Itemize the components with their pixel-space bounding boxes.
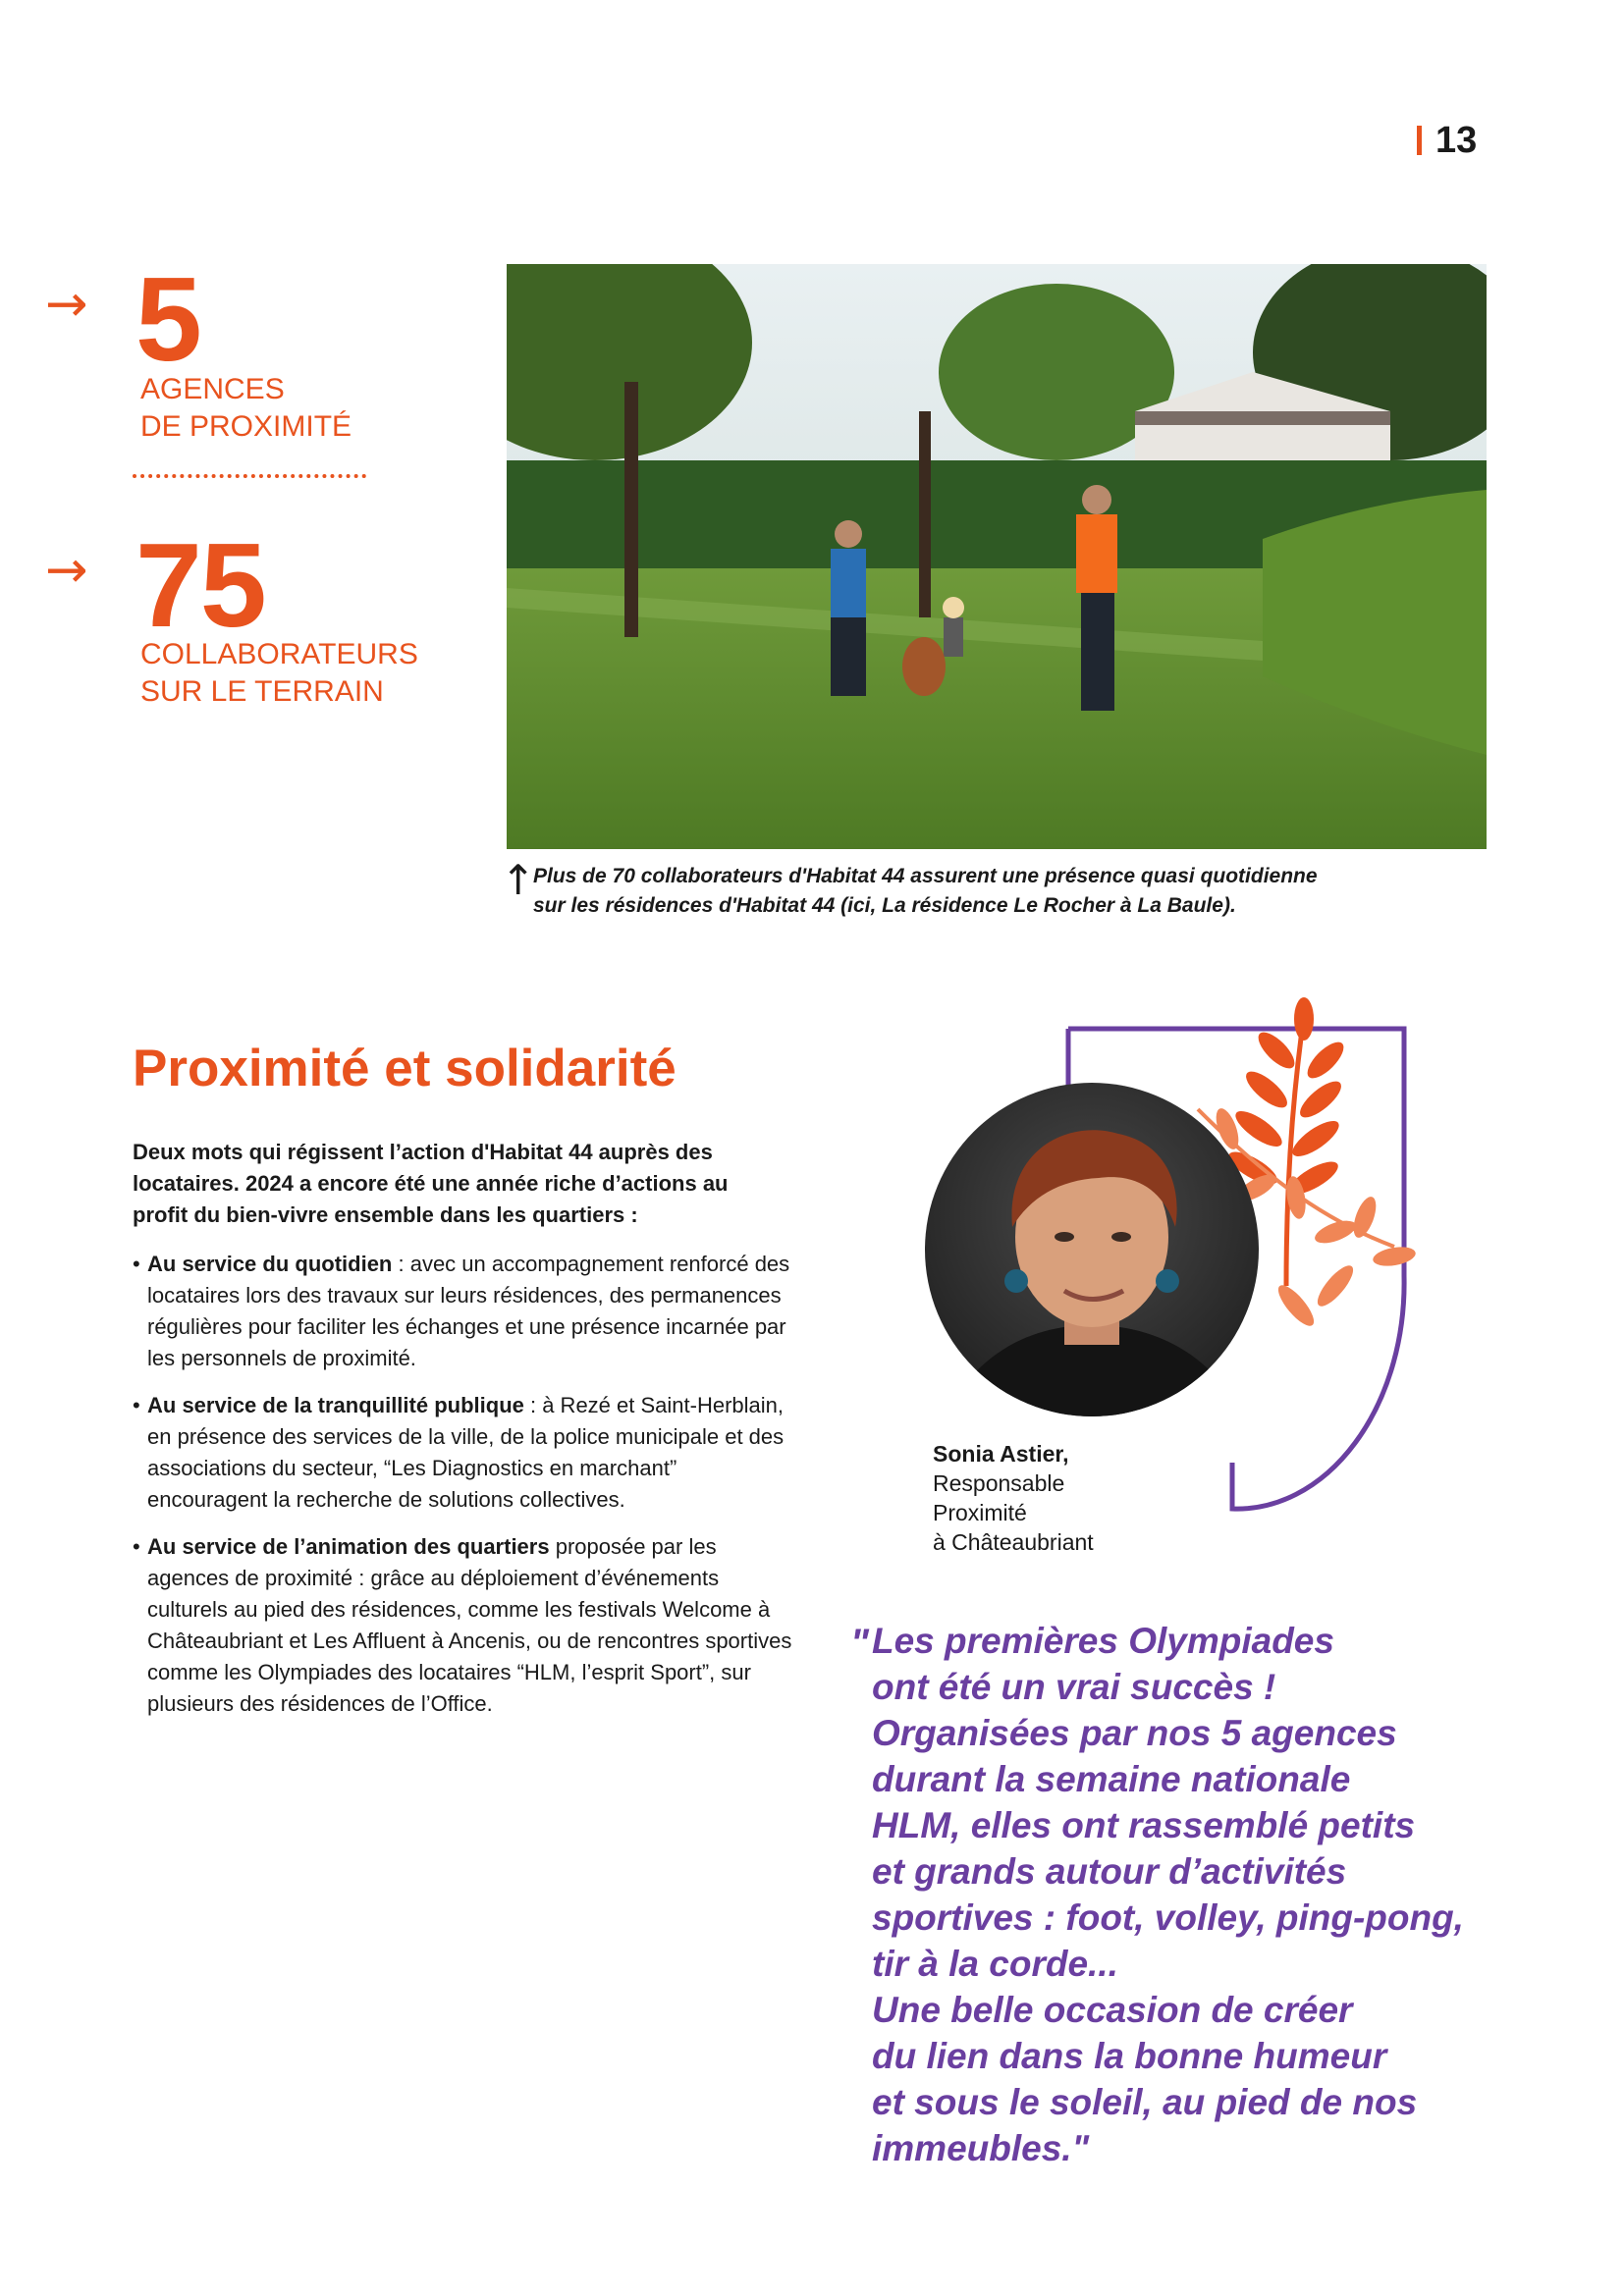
list-item — [133, 1249, 800, 1374]
stat-label-line: DE PROXIMITÉ — [140, 410, 352, 443]
stat-label — [140, 636, 418, 711]
stat-label — [140, 371, 352, 446]
page-number — [1417, 120, 1477, 161]
section-title: Proximité et solidarité — [133, 1040, 677, 1097]
stat-label-line: COLLABORATEURS — [140, 638, 418, 670]
person-role: à Châteaubriant — [933, 1529, 1094, 1555]
bullet-text: : à Rezé et Saint-Herblain, en présence des services de la ville, de la police municipale et des associations du secteur, “Les Diagnostics en marchant” encouragent la recherche de solutions collectives. — [147, 1393, 785, 1512]
person-caption — [933, 1439, 1094, 1557]
page-number-bar — [1417, 126, 1422, 155]
photo-caption — [533, 862, 1456, 921]
quote-mark: " — [850, 1622, 869, 1665]
stat-arrow-icon: → — [45, 541, 88, 600]
stat-label-line: AGENCES — [140, 373, 285, 405]
person-name: Sonia Astier, — [933, 1441, 1069, 1467]
bullet-text: : avec un accompagnement renforcé des locataires lors des travaux sur leurs résidences, des permanences régulières pour faciliter les échanges et une présence incarnée par les personnels de proximité. — [147, 1252, 790, 1370]
bullet-dot: • — [133, 1393, 140, 1417]
stat-label-line: SUR LE TERRAIN — [140, 675, 384, 708]
bullet-list — [133, 1249, 800, 1735]
bullet-heading: Au service de la tranquillité publique — [147, 1393, 524, 1417]
park-photo — [507, 264, 1487, 849]
stat-arrow-icon: → — [45, 275, 88, 334]
bullet-heading: Au service de l’animation des quartiers — [147, 1534, 550, 1559]
caption-arrow-icon: ↑ — [501, 856, 536, 904]
person-role: Responsable — [933, 1470, 1065, 1496]
bullet-dot: • — [133, 1252, 140, 1276]
section-intro: Deux mots qui régissent l’action d'Habitat 44 auprès des locataires. 2024 a encore été une année riche d’actions au profit du bien-vivre ensemble dans les quartiers : — [133, 1140, 729, 1227]
portrait-photo — [922, 1080, 1262, 1419]
person-role: Proximité — [933, 1500, 1027, 1525]
list-item — [133, 1390, 800, 1516]
stat-value: 5 — [135, 252, 200, 386]
bullet-heading: Au service du quotidien — [147, 1252, 393, 1276]
stat-value: 75 — [135, 518, 265, 652]
caption-line: sur les résidences d'Habitat 44 (ici, La résidence Le Rocher à La Baule). — [533, 894, 1236, 917]
page-number-value: 13 — [1435, 119, 1478, 161]
bullet-text: proposée par les agences de proximité : grâce au déploiement d’événements culturels au pied des résidences, comme les festivals Welcome à Châteaubriant et Les Affluent à Ancenis, ou de rencontres sportives comme les Olympiades des locataires “HLM, l’esprit Sport”, sur plusieurs des résidences de l’Office. — [147, 1534, 792, 1716]
caption-line: Plus de 70 collaborateurs d'Habitat 44 assurent une présence quasi quotidienne — [533, 865, 1318, 887]
dotted-divider — [133, 474, 366, 478]
bullet-dot: • — [133, 1534, 140, 1559]
pull-quote: Les premières Olympiades ont été un vrai succès ! Organisées par nos 5 agences durant la semaine nationale HLM, elles ont rassemblé petits et grands autour d’activités sportives : foot, volley, ping-pong, tir à la corde... Une belle occasion de créer du lien dans la bonne humeur et sous le soleil, au pied de nos immeubles." — [872, 1621, 1464, 2168]
list-item — [133, 1531, 800, 1720]
